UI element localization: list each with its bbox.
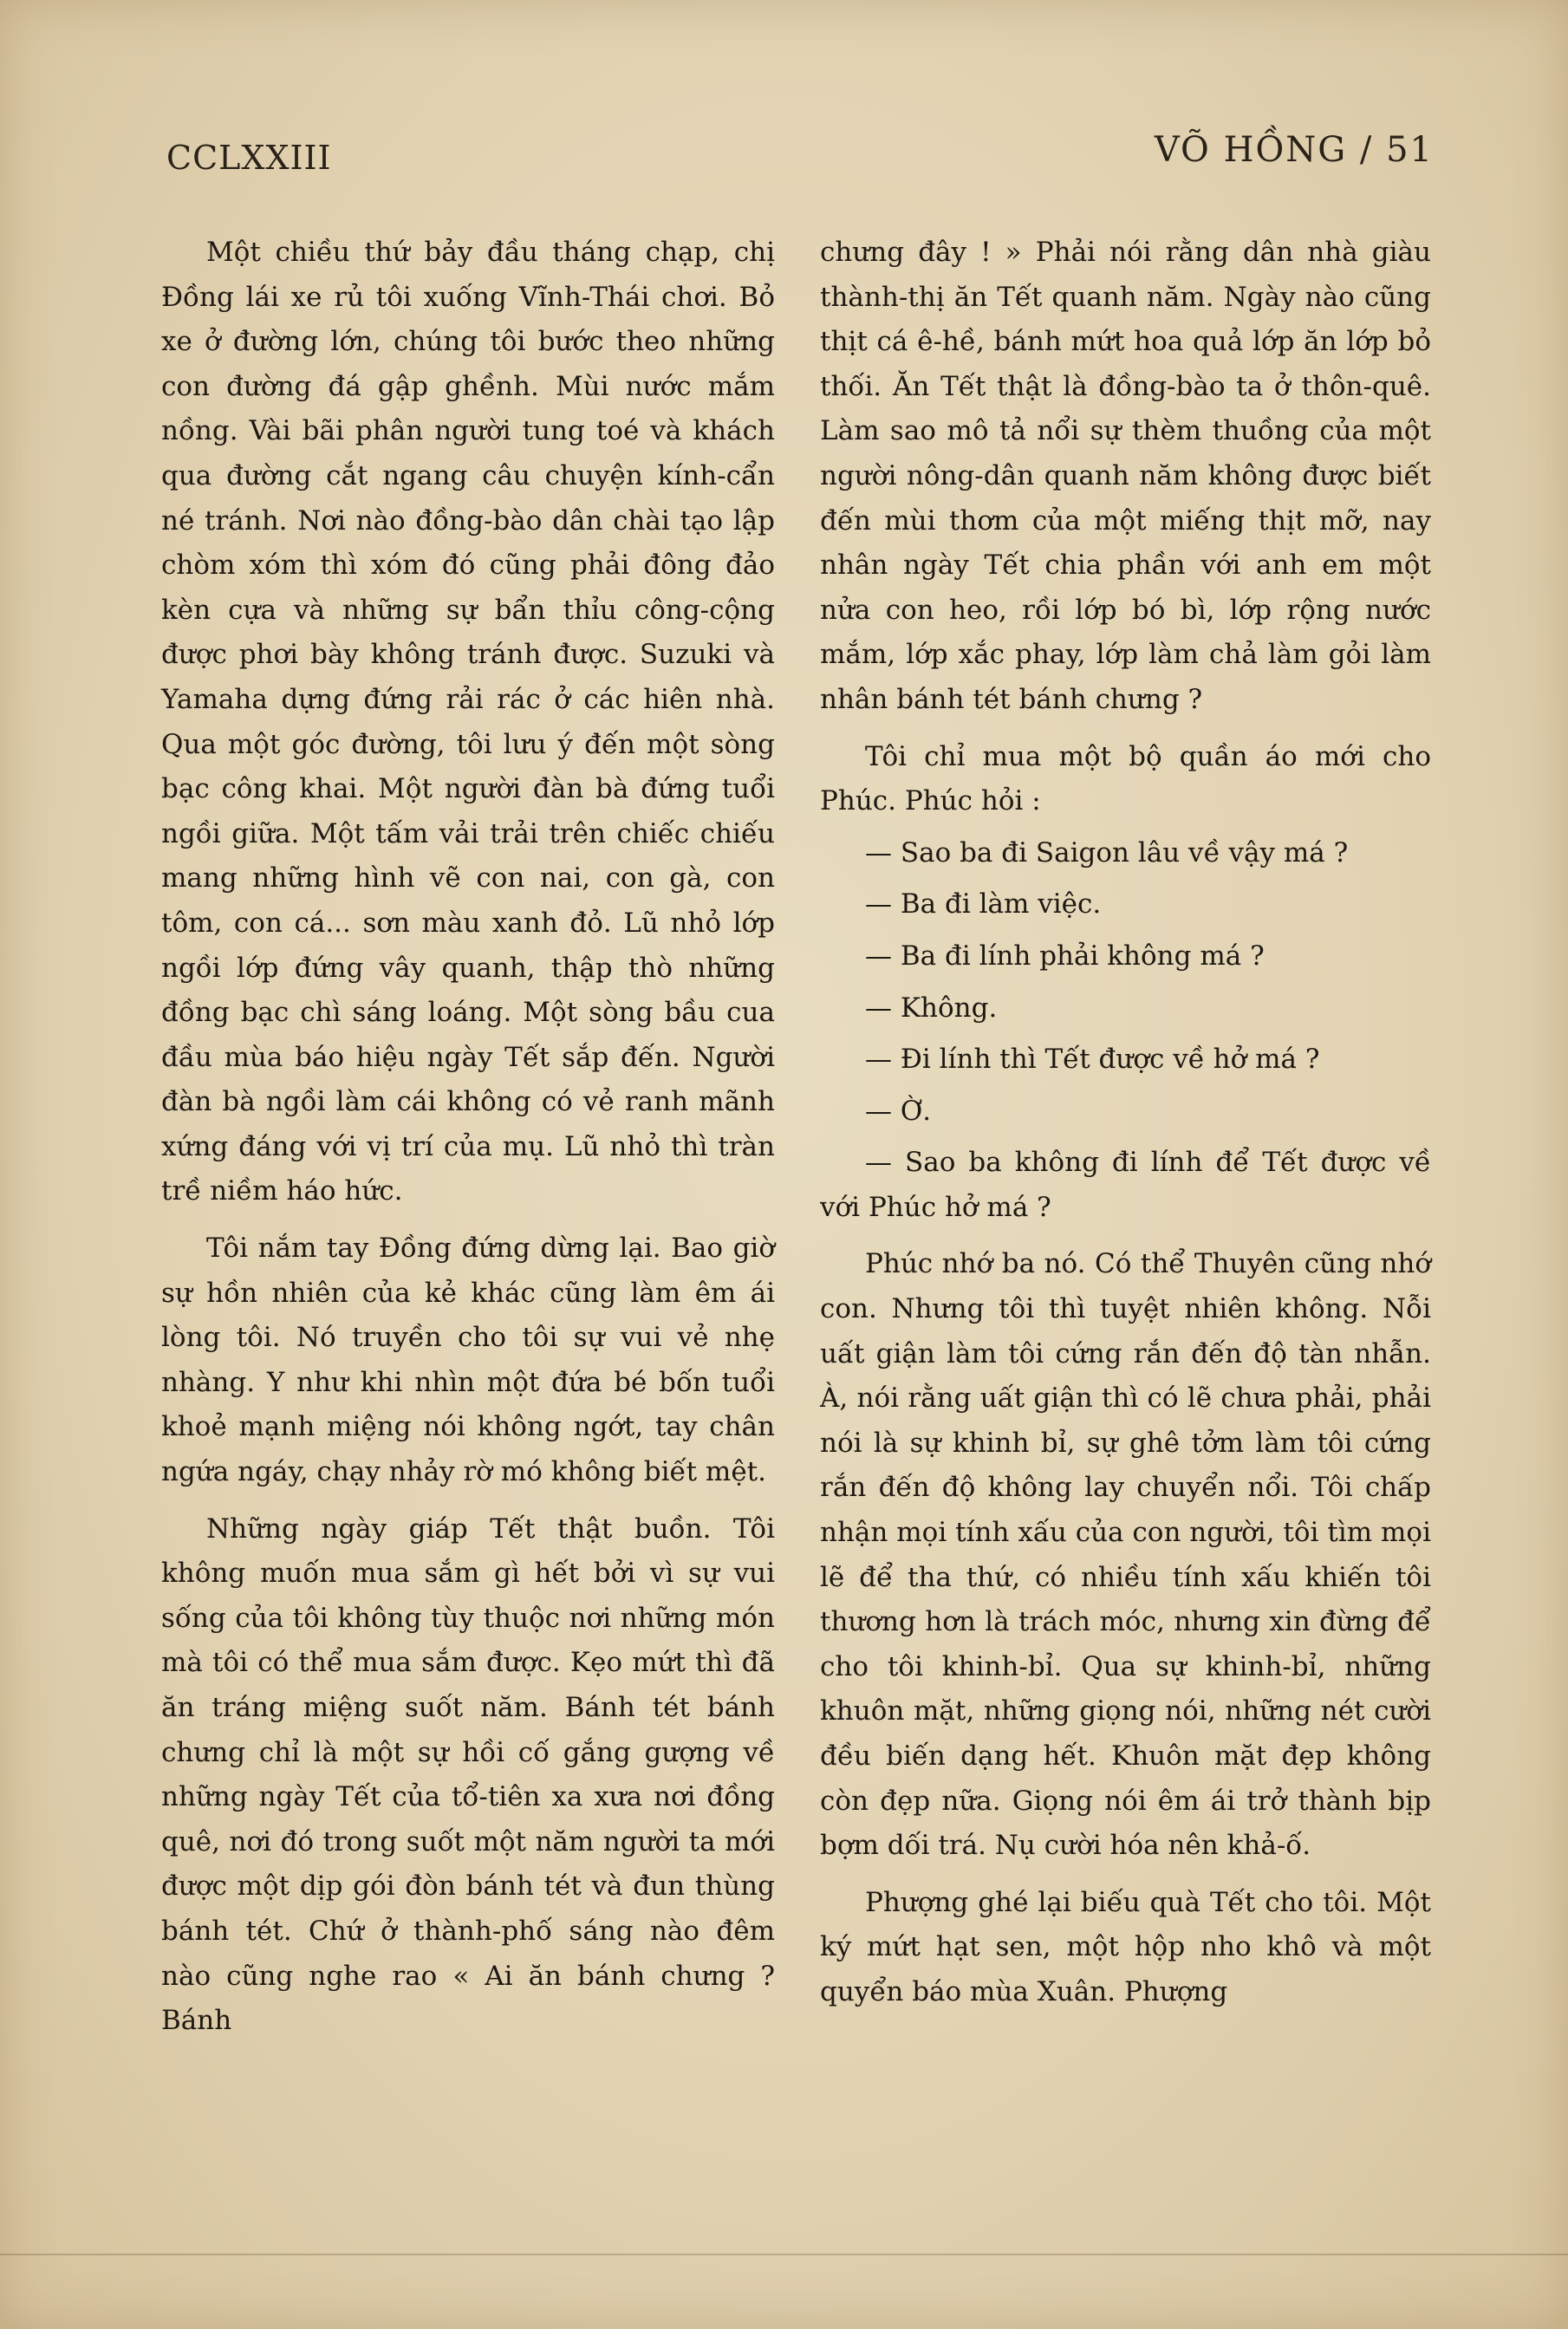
dialogue-line: — Không. bbox=[865, 992, 998, 1024]
left-text-column bbox=[161, 231, 775, 2044]
dialogue-line: — Sao ba không đi lính để Tết được về với Phúc hở má ? bbox=[820, 1147, 1431, 1223]
dialogue-line: — Ba đi làm việc. bbox=[865, 888, 1102, 921]
page-edge-divider bbox=[0, 2254, 1568, 2255]
paragraph: Tôi chỉ mua một bộ quần áo mới cho Phúc. Phúc hỏi : bbox=[820, 740, 1431, 817]
paragraph: Những ngày giáp Tết thật buồn. Tôi không muốn mua sắm gì hết bởi vì sự vui sống của tôi không tùy thuộc nơi những món mà tôi có thể mua sắm được. Kẹo mứt thì đã ăn tráng miệng suốt năm. Bánh tét bánh chưng chỉ là một sự hồi cố gắng gượng về những ngày Tết của tổ-tiên xa xưa nơi đồng quê, nơi đó trong suốt một năm người ta mới được một dịp gói đòn bánh tét và đun thùng bánh tét. Chứ ở thành-phố sáng nào đêm nào cũng nghe rao « Ai ăn bánh chưng ? Bánh bbox=[161, 1513, 775, 2037]
paragraph: Phượng ghé lại biếu quà Tết cho tôi. Một ký mứt hạt sen, một hộp nho khô và một quyển báo mùa Xuân. Phượng bbox=[820, 1886, 1431, 2007]
dialogue-line: — Sao ba đi Saigon lâu về vậy má ? bbox=[865, 836, 1349, 868]
page-header-author-page-number: VÕ HỒNG / 51 bbox=[1154, 130, 1434, 170]
paragraph: Một chiều thứ bảy đầu tháng chạp, chị Đồng lái xe rủ tôi xuống Vĩnh-Thái chơi. Bỏ xe ở đường lớn, chúng tôi bước theo những con đường đá gập ghềnh. Mùi nước mắm nồng. Vài bãi phân người tung toé và khách qua đường cắt ngang câu chuyện kính-cẩn né tránh. Nơi nào đồng-bào dân chài tạo lập chòm xóm thì xóm đó cũng phải đông đảo kèn cựa và những sự bẩn thỉu công-cộng được phơi bày không tránh được. Suzuki và Yamaha dựng đứng rải rác ở các hiên nhà. Qua một góc đường, tôi lưu ý đến một sòng bạc công khai. Một người đàn bà đứng tuổi ngồi giữa. Một tấm vải trải trên chiếc chiếu mang những hình vẽ con nai, con gà, con tôm, con cá... sơn màu xanh đỏ. Lũ nhỏ lớp ngồi lớp đứng vây quanh, thập thò những đồng bạc chì sáng loáng. Một sòng bầu cua đầu mùa báo hiệu ngày Tết sắp đến. Người đàn bà ngồi làm cái không có vẻ ranh mãnh xứng đáng với vị trí của mụ. Lũ nhỏ thì tràn trề niềm háo hức. bbox=[161, 237, 775, 1207]
page-header-chapter: CCLXXIII bbox=[166, 139, 332, 177]
dialogue-line: — Ờ. bbox=[865, 1095, 932, 1127]
right-text-column bbox=[820, 231, 1431, 2015]
paragraph: Phúc nhớ ba nó. Có thể Thuyên cũng nhớ con. Nhưng tôi thì tuyệt nhiên không. Nỗi uất giận làm tôi cứng rắn đến độ tàn nhẫn. À, nói rằng uất giận thì có lẽ chưa phải, phải nói là sự khinh bỉ, sự ghê tởm làm tôi cứng rắn đến độ không lay chuyển nổi. Tôi chấp nhận mọi tính xấu của con người, tôi tìm mọi lẽ để tha thứ, có nhiều tính xấu khiến tôi thương hơn là trách móc, nhưng xin đừng để cho tôi khinh-bỉ. Qua sự khinh-bỉ, những khuôn mặt, những giọng nói, những nét cười đều biến dạng hết. Khuôn mặt đẹp không còn đẹp nữa. Giọng nói êm ái trở thành bịp bợm dối trá. Nụ cười hóa nên khả-ố. bbox=[820, 1248, 1431, 1862]
dialogue-line: — Đi lính thì Tết được về hở má ? bbox=[865, 1044, 1320, 1076]
paragraph: chưng đây ! » Phải nói rằng dân nhà giàu thành-thị ăn Tết quanh năm. Ngày nào cũng thịt cá ê-hề, bánh mứt hoa quả lớp ăn lớp bỏ thối. Ăn Tết thật là đồng-bào ta ở thôn-quê. Làm sao mô tả nổi sự thèm thuồng của một người nông-dân quanh năm không được biết đến mùi thơm của một miếng thịt mỡ, nay nhân ngày Tết chia phần với anh em một nửa con heo, rồi lớp bó bì, lớp rộng nước mắm, lớp xắc phay, lớp làm chả làm gỏi làm nhân bánh tét bánh chưng ? bbox=[820, 237, 1431, 715]
paragraph: Tôi nắm tay Đồng đứng dừng lại. Bao giờ sự hồn nhiên của kẻ khác cũng làm êm ái lòng tôi. Nó truyền cho tôi sự vui vẻ nhẹ nhàng. Y như khi nhìn một đứa bé bốn tuổi khoẻ mạnh miệng nói không ngớt, tay chân ngứa ngáy, chạy nhảy rờ mó không biết mệt. bbox=[161, 1233, 775, 1488]
dialogue-line: — Ba đi lính phải không má ? bbox=[865, 940, 1265, 972]
